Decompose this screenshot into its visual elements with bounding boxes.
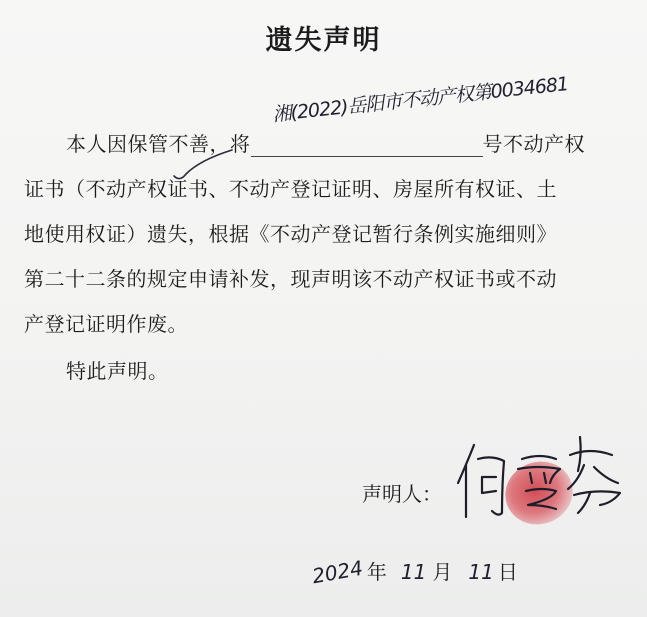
signer-label: 声明人： xyxy=(362,482,442,506)
statement-line-5: 产登记证明作废。 xyxy=(24,312,188,336)
date-day-value: 11 xyxy=(468,560,494,584)
statement-line-4: 第二十二条的规定申请补发，现声明该不动产权证书或不动 xyxy=(24,267,557,291)
date-day-label: 日 xyxy=(497,560,518,584)
document-title: 遗失声明 xyxy=(265,25,382,56)
check-mark-icon xyxy=(170,148,240,184)
date-year-value: 2024 xyxy=(310,555,365,589)
handwritten-signature xyxy=(452,425,632,525)
date-month-value: 11 xyxy=(400,560,427,584)
date-year-label: 年 xyxy=(366,560,387,584)
date-row xyxy=(310,555,518,589)
handwritten-cert-number: 湘(2022)岳阳市不动产权第0034681 xyxy=(271,73,570,127)
statement-line-1 xyxy=(66,128,585,157)
line1-suffix: 号不动产权 xyxy=(482,132,585,156)
statement-line-2: 证书（不动产权证书、不动产登记证明、房屋所有权证、土 xyxy=(24,177,557,201)
cert-number-blank xyxy=(251,134,483,157)
line1-prefix: 本人因保管不善，将 xyxy=(66,132,251,156)
closing-line: 特此声明。 xyxy=(66,359,169,383)
date-month-label: 月 xyxy=(432,560,453,584)
statement-line-3: 地使用权证）遗失，根据《不动产登记暂行条例实施细则》 xyxy=(24,222,557,246)
